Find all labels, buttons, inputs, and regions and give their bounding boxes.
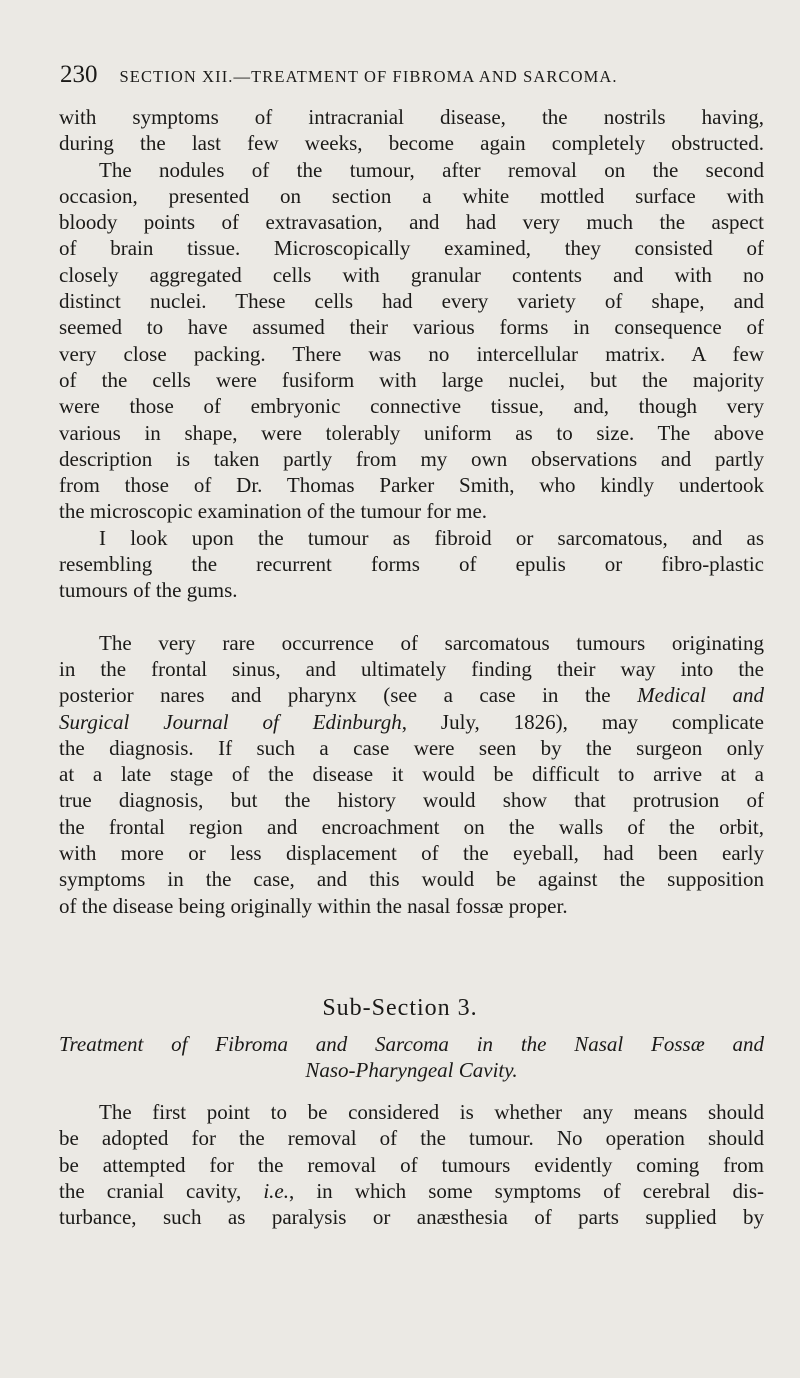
journal-title-italic: Surgical Journal of Edinburgh <box>59 709 402 734</box>
subsection-subtitle <box>59 1031 764 1084</box>
ie-italic: i.e. <box>263 1178 289 1203</box>
main-text <box>59 104 764 919</box>
text-line: of the disease being originally within the nasal fossæ proper. <box>59 893 568 918</box>
text-line <box>59 709 764 735</box>
text-line <box>59 1178 764 1204</box>
paragraph-3 <box>59 630 764 919</box>
text-span: posterior nares and pharynx (see a case in the <box>59 683 638 708</box>
page-number: 230 <box>60 61 98 88</box>
text-line: be adopted for the removal of the tumour. No operation should <box>59 1126 764 1151</box>
text-line: tumours of the gums. <box>59 578 238 603</box>
text-line: of the cells were fusiform with large nuclei, but the majority <box>59 367 764 392</box>
text-line: description is taken partly from my own observations and partly <box>59 446 764 471</box>
text-line: distinct nuclei. These cells had every variety of shape, and <box>59 289 764 314</box>
paragraph-2 <box>59 525 764 604</box>
subtitle-line: Treatment of Fibroma and Sarcoma in the Nasal Fossæ and <box>59 1032 764 1056</box>
text-line: with more or less displacement of the eyeball, had been early <box>59 841 764 866</box>
text-line: the frontal region and encroachment on the walls of the orbit, <box>59 814 764 839</box>
text-line: closely aggregated cells with granular contents and with no <box>59 262 764 287</box>
text-line: with symptoms of intracranial disease, the nostrils having, <box>59 105 764 129</box>
text-line: during the last few weeks, become again completely obstructed. <box>59 131 764 156</box>
text-line <box>59 682 764 708</box>
text-line: of brain tissue. Microscopically examined, they consisted of <box>59 236 764 261</box>
subtitle-line: Naso-Pharyngeal Cavity. <box>305 1058 518 1083</box>
text-line: The very rare occurrence of sarcomatous tumours originating <box>99 630 764 655</box>
text-line: true diagnosis, but the history would show that protrusion of <box>59 788 764 813</box>
text-line: the microscopic examination of the tumour for me. <box>59 499 488 524</box>
text-line: The first point to be considered is whether any means should <box>99 1100 764 1124</box>
text-line: various in shape, were tolerably uniform as to size. The above <box>59 420 764 445</box>
text-line: be attempted for the removal of tumours evidently coming from <box>59 1152 764 1177</box>
journal-title-italic: Medical and <box>637 683 764 708</box>
text-line: symptoms in the case, and this would be against the supposition <box>59 867 764 892</box>
page-header <box>60 61 760 91</box>
text-span: , in which some symptoms of cerebral dis- <box>288 1178 764 1203</box>
text-span: , July, 1826), may complicate <box>401 709 764 734</box>
text-line: The nodules of the tumour, after removal on the second <box>99 157 764 182</box>
text-line: occasion, presented on section a white mottled surface with <box>59 183 764 208</box>
paragraph-1 <box>59 104 764 525</box>
subsection-heading: Sub-Section 3. <box>322 995 478 1021</box>
text-line: bloody points of extravasation, and had very much the aspect <box>59 210 764 235</box>
text-span: the cranial cavity, <box>59 1178 264 1203</box>
text-line: in the frontal sinus, and ultimately finding their way into the <box>59 656 764 681</box>
text-line: very close packing. There was no intercellular matrix. A few <box>59 341 764 366</box>
text-line: seemed to have assumed their various forms in consequence of <box>59 315 764 340</box>
text-line: were those of embryonic connective tissue, and, though very <box>59 394 764 419</box>
text-line: from those of Dr. Thomas Parker Smith, who kindly undertook <box>59 473 764 498</box>
text-line: the diagnosis. If such a case were seen by the surgeon only <box>59 735 764 760</box>
text-line: resembling the recurrent forms of epulis or fibro-plastic <box>59 552 764 577</box>
text-line: turbance, such as paralysis or anæsthesia of parts supplied by <box>59 1205 764 1230</box>
text-line: at a late stage of the disease it would be difficult to arrive at a <box>59 762 764 787</box>
paragraph-4 <box>59 1099 764 1230</box>
running-title: SECTION XII.—TREATMENT OF FIBROMA AND SARCOMA. <box>119 67 618 86</box>
text-line: I look upon the tumour as fibroid or sarcomatous, and as <box>99 525 764 550</box>
